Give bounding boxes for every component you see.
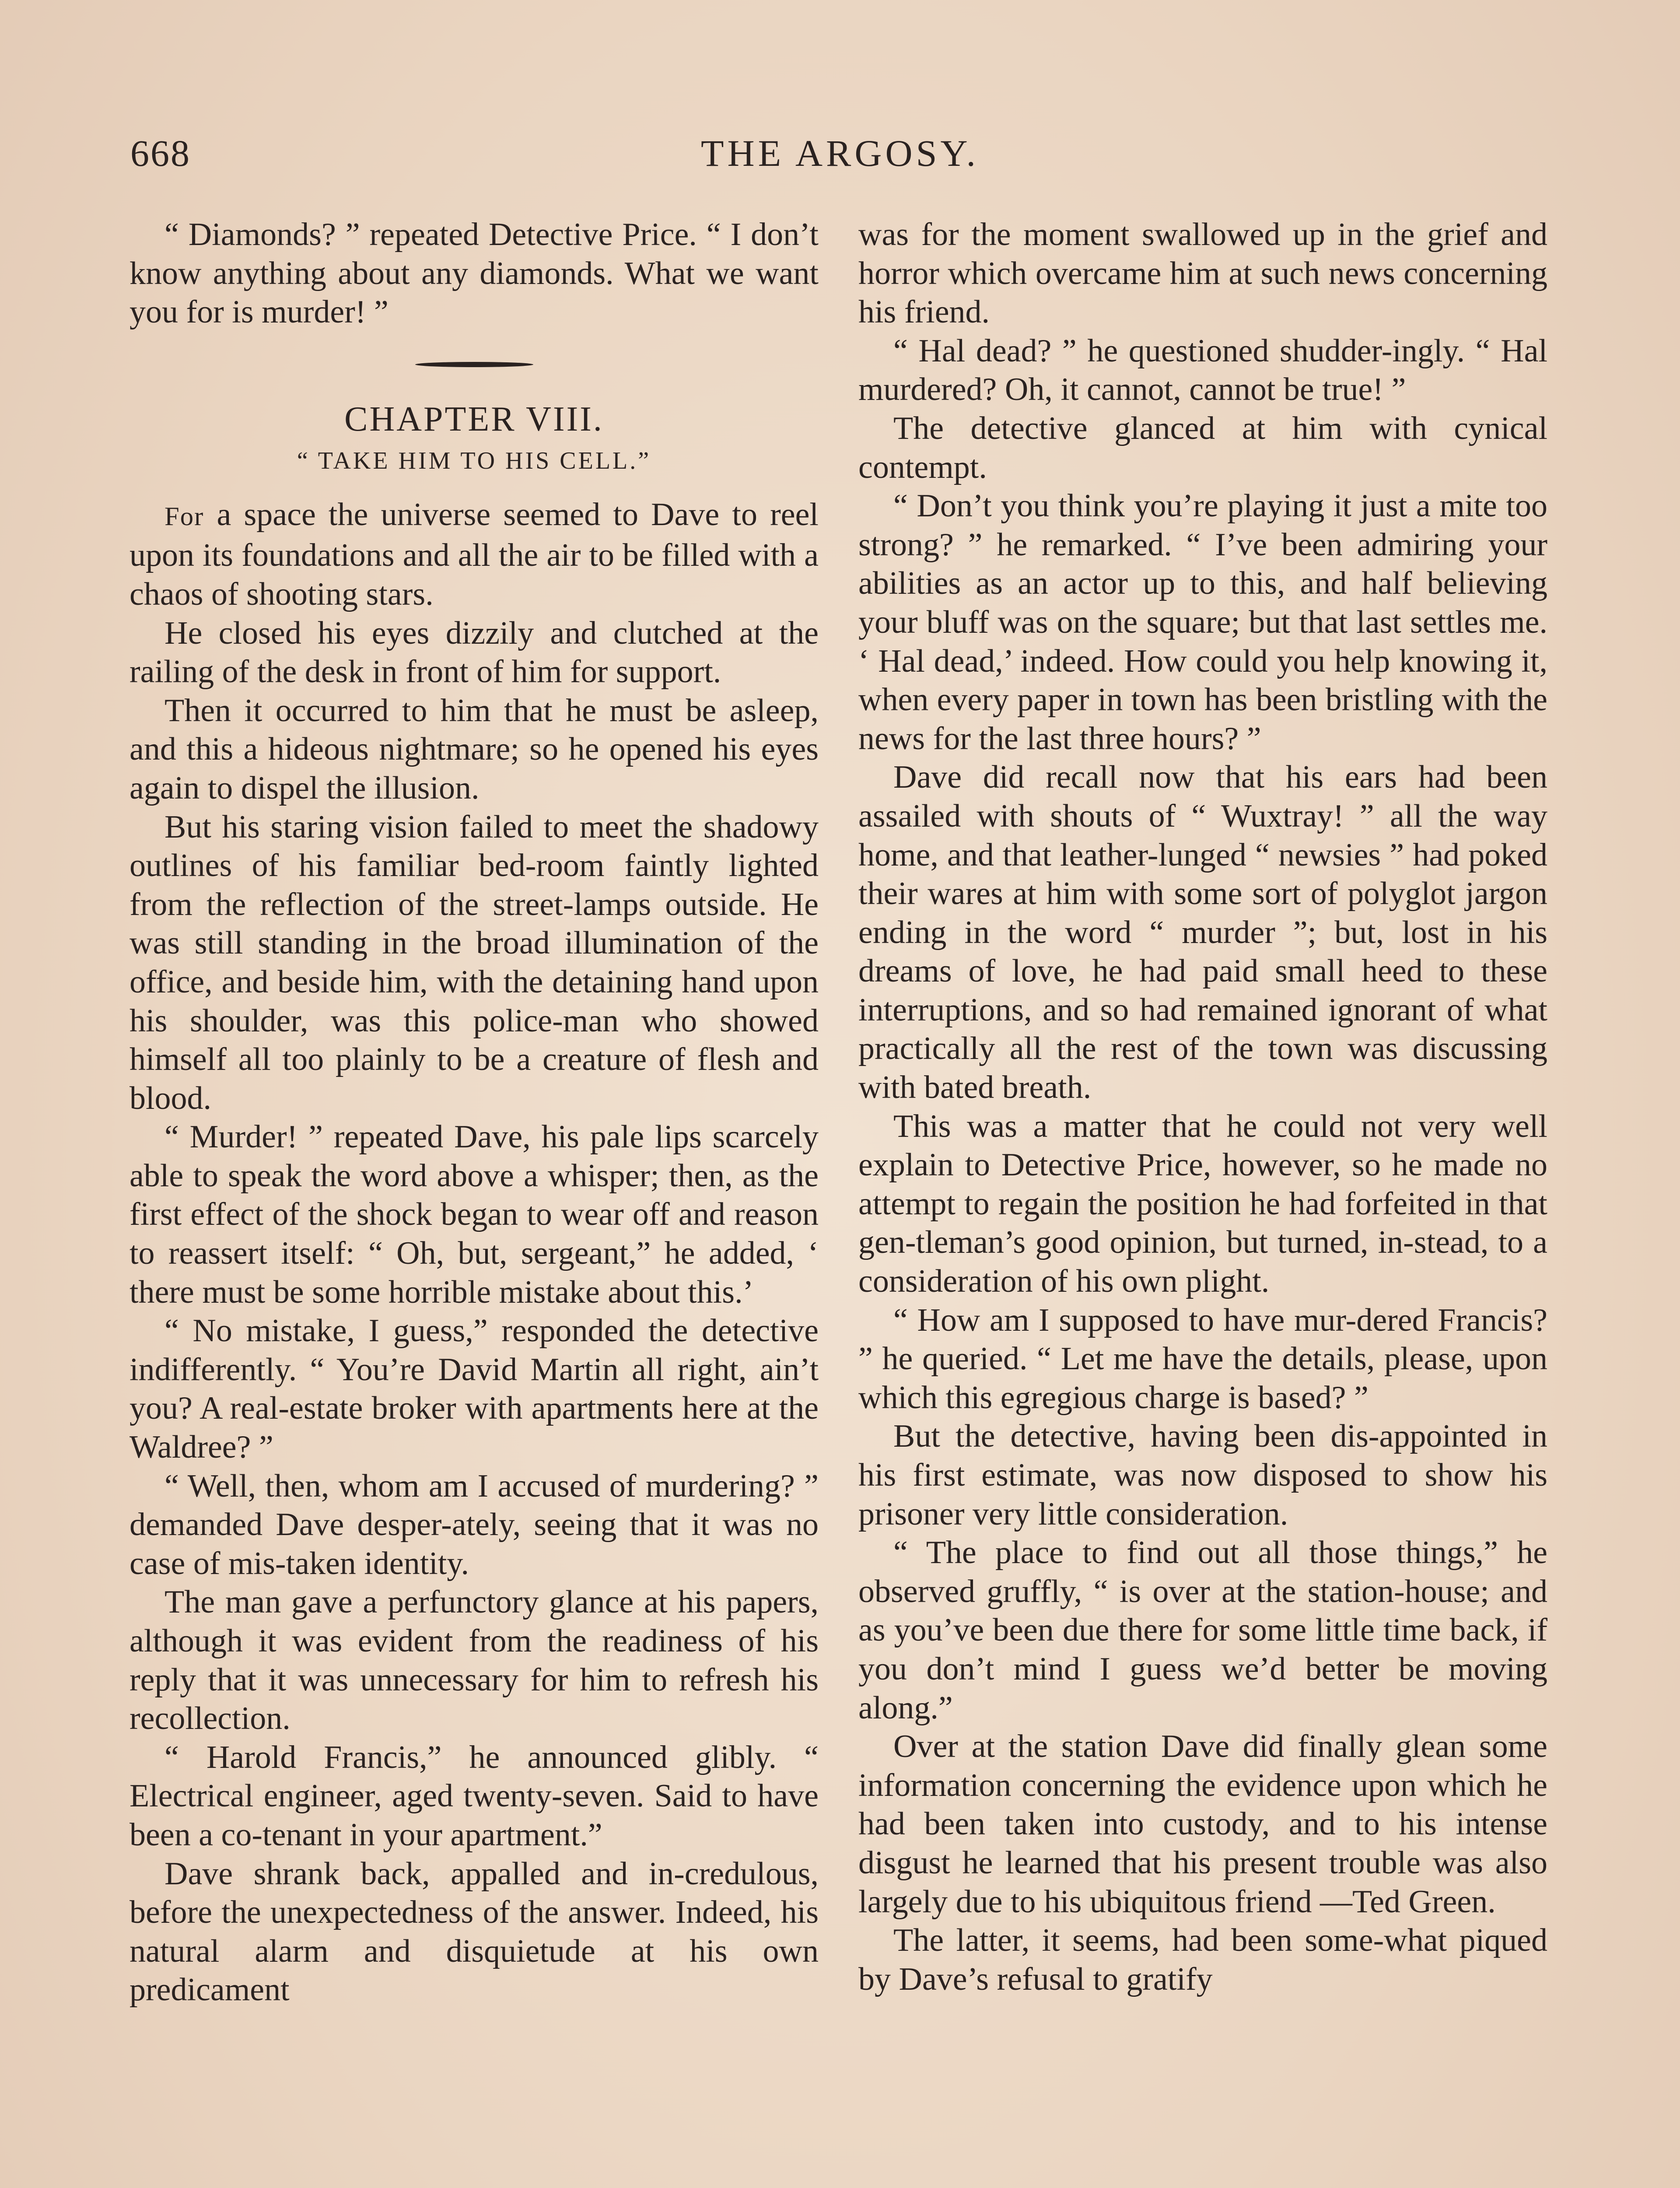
paragraph: “ Hal dead? ” he questioned shudder-ingly. “ Hal murdered? Oh, it cannot, cannot be true! ” <box>858 333 1547 408</box>
paragraph: Then it occurred to him that he must be asleep, and this a hideous nightmare; so he opened his eyes again to dispel the illusion. <box>130 692 819 806</box>
chapter-opening-paragraph <box>130 495 819 614</box>
opening-text: a space the universe seemed to Dave to reel upon its foundations and all the air to be filled with a chaos of shooting stars. <box>130 496 819 612</box>
paragraph: The detective glanced at him with cynical contempt. <box>858 410 1547 485</box>
drop-word: For <box>164 501 204 531</box>
chapter-subtitle: “ TAKE HIM TO HIS CELL.” <box>297 447 651 474</box>
paragraph: “ Harold Francis,” he announced glibly. “ Electrical engineer, aged twenty-seven. Said to have been a co-tenant in your apartment.” <box>130 1739 819 1853</box>
left-column <box>130 215 819 2009</box>
paragraph: Over at the station Dave did finally glean some information concerning the evidence upon which he had been taken into custody, and to his intense disgust he learned that his present trouble was also largely due to his ubiquitous friend —Ted Green. <box>858 1729 1547 1920</box>
chapter-title: CHAPTER VIII. <box>344 400 604 438</box>
magazine-title: THE ARGOSY. <box>701 132 979 174</box>
paragraph: The latter, it seems, had been some-what piqued by Dave’s refusal to gratify <box>858 1922 1547 1997</box>
page-header <box>130 131 1550 175</box>
paragraph: “ No mistake, I guess,” responded the detective indifferently. “ You’re David Martin all right, ain’t you? A real-estate broker with apartments here at the Waldree? ” <box>130 1313 819 1466</box>
paragraph: “ How am I supposed to have mur-dered Francis? ” he queried. “ Let me have the details, please, upon which this egregious charge is based? ” <box>858 1302 1547 1416</box>
paragraph: “ Well, then, whom am I accused of murdering? ” demanded Dave desper-ately, seeing that it was no case of mis-taken identity. <box>130 1468 819 1581</box>
paragraph: “ Diamonds? ” repeated Detective Price. “ I don’t know anything about any diamonds. What we want you for is murder! ” <box>130 217 819 330</box>
paragraph: Dave shrank back, appalled and in-credulous, before the unexpectedness of the answer. Indeed, his natural alarm and disquietude at his own predicament <box>130 1855 819 2008</box>
continued-paragraph: was for the moment swallowed up in the grief and horror which overcame him at such news concerning his friend. <box>858 217 1547 330</box>
paragraph: Dave did recall now that his ears had been assailed with shouts of “ Wuxtray! ” all the way home, and that leather-lunged “ newsies ” had poked their wares at him with some sort of polyglot jargon ending in the word “ murder ”; but, lost in his dreams of love, he had paid small heed to these interruptions, and so had remained ignorant of what practically all the rest of the town was discussing with bated breath. <box>858 759 1547 1106</box>
paragraph: But the detective, having been dis-appointed in his first estimate, was now disposed to show his prisoner very little consideration. <box>858 1418 1547 1532</box>
paragraph: This was a matter that he could not very well explain to Detective Price, however, so he made no attempt to regain the position he had forfeited in that gen-tleman’s good opinion, but turned, in-stead, to a consideration of his own plight. <box>858 1108 1547 1300</box>
paragraph: “ The place to find out all those things,” he observed gruffly, “ is over at the station-house; and as you’ve been due there for some little time back, if you don’t mind I guess we’d better be moving along.” <box>858 1535 1547 1726</box>
page-number: 668 <box>130 132 191 174</box>
paragraph: The man gave a perfunctory glance at his papers, although it was evident from the readiness of his reply that it was unnecessary for him to refresh his recollection. <box>130 1584 819 1737</box>
right-column <box>858 215 1547 1999</box>
section-divider <box>130 332 819 397</box>
paragraph: “ Don’t you think you’re playing it just a mite too strong? ” he remarked. “ I’ve been admiring your abilities as an actor up to this, and half believing your bluff was on the square; but that last settles me. ‘ Hal dead,’ indeed. How could you help knowing it, when every paper in town has been bristling with the news for the last three hours? ” <box>858 488 1547 757</box>
paragraph: “ Murder! ” repeated Dave, his pale lips scarcely able to speak the word above a whisper; then, as the first effect of the shock began to wear off and reason to reassert itself: “ Oh, but, sergeant,” he added, ‘ there must be some horrible mistake about this.’ <box>130 1119 819 1310</box>
paragraph: He closed his eyes dizzily and clutched at the railing of the desk in front of him for support. <box>130 615 819 690</box>
paragraph: But his staring vision failed to meet the shadowy outlines of his familiar bed-room faintly lighted from the reflection of the street-lamps outside. He was still standing in the broad illumination of the office, and beside him, with the detaining hand upon his shoulder, was this police-man who showed himself all too plainly to be a creature of flesh and blood. <box>130 809 819 1116</box>
